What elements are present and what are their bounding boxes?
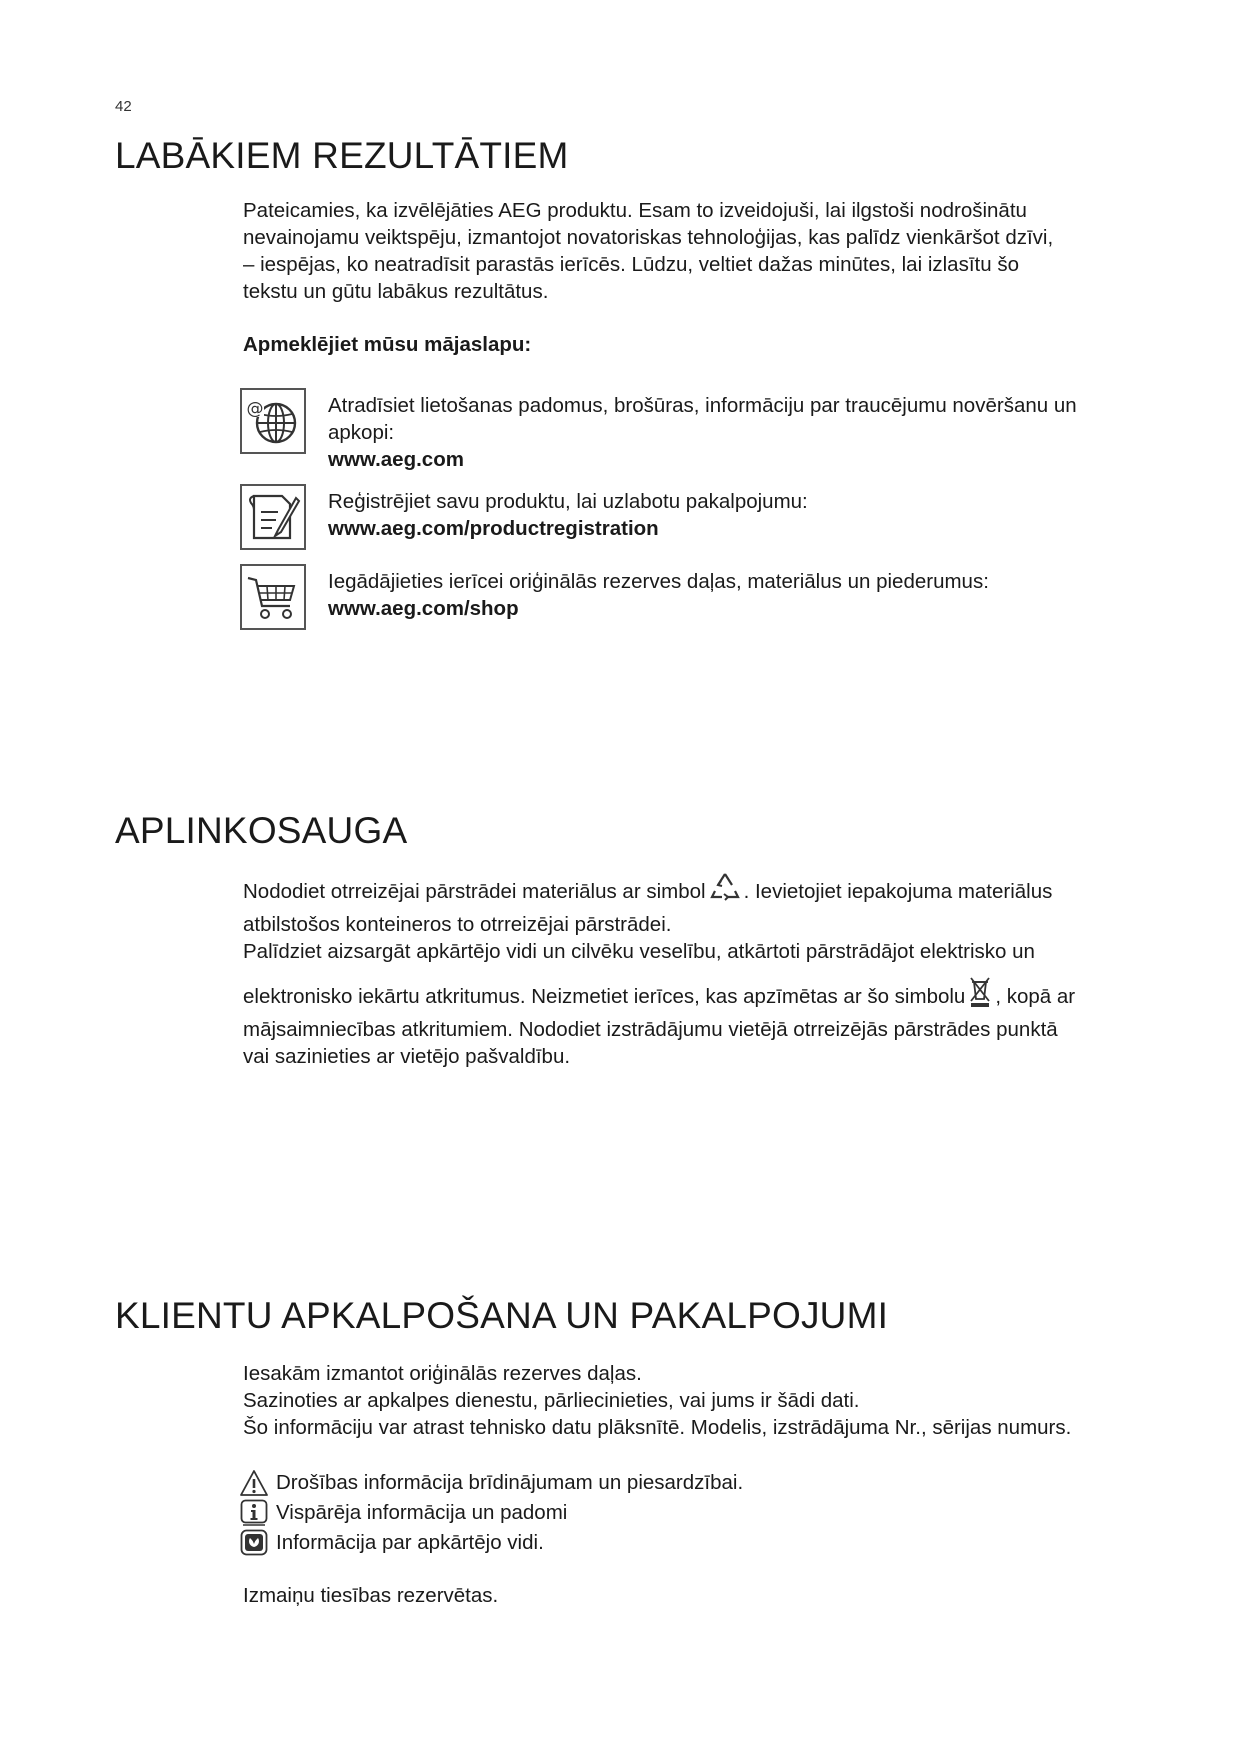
env-line: . Ievietojiet iepakojuma materiālus: [743, 880, 1053, 903]
row-description: apkopi:: [328, 421, 395, 444]
contact-row-shop: [240, 564, 1180, 634]
crossed-bin-icon: [967, 975, 993, 1016]
intro-line: – iespējas, ko neatradīsit parastās ierīcēs. Lūdzu, veltiet dažas minūtes, lai izlasītu šo: [243, 253, 1019, 276]
intro-line: Pateicamies, ka izvēlējāties AEG produktu. Esam to izveidojuši, lai ilgstoši nodrošinātu: [243, 199, 1027, 222]
svg-text:@: @: [246, 399, 264, 419]
env-line: Nododiet otrreizējai pārstrādei materiālus ar simbol: [243, 880, 706, 903]
legend-text: Drošības informācija brīdinājumam un piesardzībai.: [276, 1471, 744, 1494]
legend-text: Vispārēja informācija un padomi: [276, 1501, 568, 1524]
contact-row-registration: [240, 484, 1180, 554]
rights-reserved-note: Izmaiņu tiesības rezervētas.: [243, 1584, 499, 1607]
service-line: Iesakām izmantot oriģinālās rezerves daļas.: [243, 1362, 642, 1385]
env-line: elektronisko iekārtu atkritumus. Neizmetiet ierīces, kas apzīmētas ar šo simbolu: [243, 985, 966, 1008]
row-description: Iegādājieties ierīcei oriģinālās rezerves daļas, materiālus un piederumus:: [328, 570, 989, 593]
env-line: Palīdziet aizsargāt apkārtējo vidi un cilvēku veselību, atkārtoti pārstrādājot elektrisko un: [243, 940, 1035, 963]
info-icon: [240, 1499, 268, 1527]
row-description: Atradīsiet lietošanas padomus, brošūras, informāciju par traucējumu novēršanu un: [328, 394, 1077, 417]
registration-form-icon: [240, 484, 306, 550]
contact-row-text: [328, 488, 1178, 542]
visit-heading: Apmeklējiet mūsu mājaslapu:: [243, 333, 532, 356]
link-aeg-com[interactable]: www.aeg.com: [328, 448, 464, 471]
contact-row-text: [328, 392, 1178, 473]
page-number: 42: [115, 98, 132, 115]
intro-line: tekstu un gūtu labākus rezultātus.: [243, 280, 549, 303]
link-product-registration[interactable]: www.aeg.com/productregistration: [328, 517, 659, 540]
legend-text: Informācija par apkārtējo vidi.: [276, 1531, 544, 1554]
warning-triangle-icon: [240, 1469, 268, 1497]
environment-leaf-icon: [240, 1529, 268, 1557]
globe-at-icon: [240, 388, 306, 454]
environment-paragraph: [243, 870, 1143, 1070]
intro-line: nevainojamu veiktspēju, izmantojot novatoriskas tehnoloģijas, kas palīdz vienkāršot dzīvi,: [243, 226, 1054, 249]
env-line: vai sazinieties ar vietējo pašvaldību.: [243, 1045, 571, 1068]
section-title-best-results: LABĀKIEM REZULTĀTIEM: [115, 135, 569, 176]
env-line: , kopā ar: [995, 985, 1076, 1008]
service-line: Sazinoties ar apkalpes dienestu, pārliecinieties, vai jums ir šādi dati.: [243, 1389, 860, 1412]
section-title-environment: APLINKOSAUGA: [115, 810, 408, 851]
service-paragraph: [243, 1360, 1143, 1441]
link-aeg-shop[interactable]: www.aeg.com/shop: [328, 597, 519, 620]
intro-paragraph: [243, 197, 1143, 305]
contact-row-website: [240, 388, 1180, 471]
env-line: atbilstošos konteineros to otrreizējai pārstrādei.: [243, 913, 672, 936]
service-line: Šo informāciju var atrast tehnisko datu plāksnītē. Modelis, izstrādājuma Nr., sērijas numurs.: [243, 1416, 1072, 1439]
recycle-icon: [708, 870, 742, 911]
shopping-cart-icon: [240, 564, 306, 630]
env-line: mājsaimniecības atkritumiem. Nododiet izstrādājumu vietējā otrreizējās pārstrādes punktā: [243, 1018, 1058, 1041]
row-description: Reģistrējiet savu produktu, lai uzlabotu pakalpojumu:: [328, 490, 808, 513]
contact-row-text: [328, 568, 1178, 622]
section-title-customer-service: KLIENTU APKALPOŠANA UN PAKALPOJUMI: [115, 1295, 889, 1336]
